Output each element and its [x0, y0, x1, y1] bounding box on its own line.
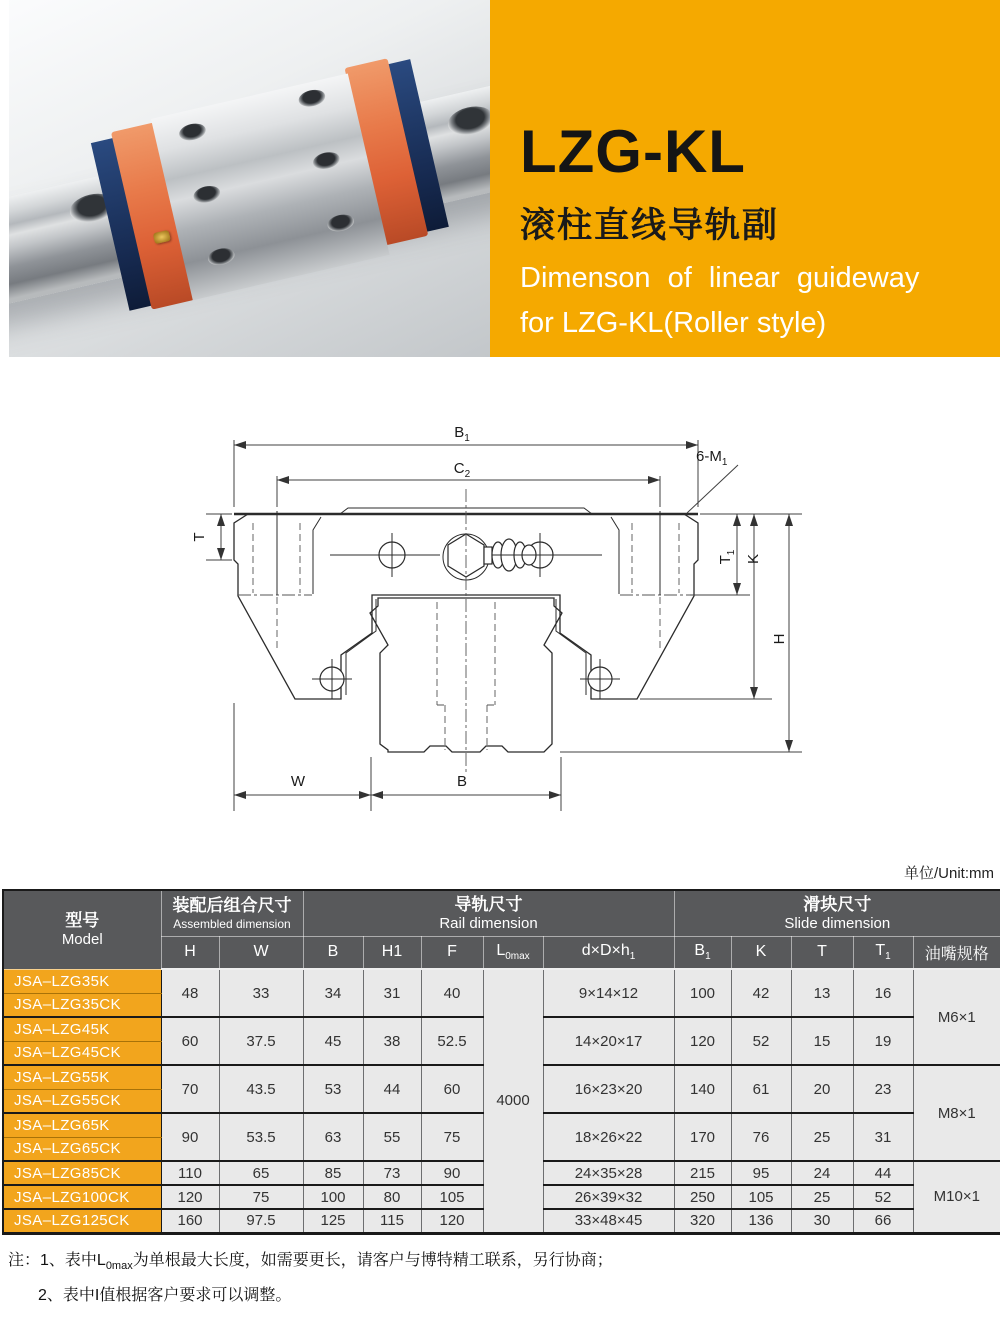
block-hole	[326, 212, 356, 234]
data-cell: 18×26×22	[543, 1113, 674, 1161]
data-cell: 120	[674, 1017, 731, 1065]
dim-label-t: T	[191, 532, 208, 542]
data-cell: 31	[853, 1113, 913, 1161]
data-cell: 100	[674, 969, 731, 1017]
data-cell: 24	[791, 1161, 853, 1185]
dim-label-t1: $T_1$	[717, 549, 737, 565]
data-cell: 97.5	[219, 1209, 303, 1233]
rail-image	[0, 58, 490, 321]
data-cell: 61	[731, 1065, 791, 1113]
col-k: K	[731, 936, 791, 969]
data-cell: 23	[853, 1065, 913, 1113]
model-cell: JSA–LZG35CK	[3, 993, 161, 1017]
header-assembled: 装配后组合尺寸 Assembled dimension	[161, 890, 303, 936]
block-hole	[178, 121, 208, 143]
data-cell: 170	[674, 1113, 731, 1161]
data-cell: 125	[303, 1209, 363, 1233]
col-w: W	[219, 936, 303, 969]
data-cell: 31	[363, 969, 421, 1017]
col-h1: H1	[363, 936, 421, 969]
data-cell: 16	[853, 969, 913, 1017]
col-t1: $T_1$	[853, 936, 913, 969]
spec-table	[2, 889, 1000, 1235]
notes	[8, 1247, 1000, 1305]
dim-label-b1: $B_1$	[454, 424, 470, 444]
model-cell: JSA–LZG45K	[3, 1017, 161, 1041]
data-cell: 24×35×28	[543, 1161, 674, 1185]
l0max-cell: 4000	[483, 969, 543, 1233]
header-slide: 滑块尺寸 Slide dimension	[674, 890, 1000, 936]
data-cell: 25	[791, 1185, 853, 1209]
block-hole	[206, 246, 236, 268]
dimension-diagram	[0, 357, 1000, 862]
note-1: 注：1、表中$L_{0max}$为单根最大长度，如需要更长，请客户与博特精工联系，另行协商；	[8, 1251, 613, 1272]
model-cell: JSA–LZG45CK	[3, 1041, 161, 1065]
data-cell: 45	[303, 1017, 363, 1065]
data-cell: 33×48×45	[543, 1209, 674, 1233]
data-cell: 16×23×20	[543, 1065, 674, 1113]
col-h: H	[161, 936, 219, 969]
model-cell: JSA–LZG65CK	[3, 1137, 161, 1161]
diagram-svg	[190, 407, 810, 857]
col-b1: $B_1$	[674, 936, 731, 969]
data-cell: 66	[853, 1209, 913, 1233]
block-body	[151, 74, 390, 301]
model-cell: JSA–LZG55K	[3, 1065, 161, 1089]
note-2: 2、表中I值根据客户要求可以调整。	[38, 1286, 292, 1304]
data-cell: 95	[731, 1161, 791, 1185]
data-cell: 53	[303, 1065, 363, 1113]
unit-note: 单位/Unit:mm	[903, 865, 994, 882]
data-cell: 40	[421, 969, 483, 1017]
data-cell: 320	[674, 1209, 731, 1233]
data-cell: 19	[853, 1017, 913, 1065]
data-cell: 85	[303, 1161, 363, 1185]
data-cell: 44	[853, 1161, 913, 1185]
data-cell: 115	[363, 1209, 421, 1233]
data-cell: 52.5	[421, 1017, 483, 1065]
carriage-block-image	[101, 66, 440, 312]
dim-label-6m1: $6-M_1$	[696, 448, 728, 468]
col-b: B	[303, 936, 363, 969]
data-cell: 120	[421, 1209, 483, 1233]
data-cell: 9×14×12	[543, 969, 674, 1017]
model-cell: JSA–LZG65K	[3, 1113, 161, 1137]
block-hole	[297, 87, 327, 109]
dim-label-c2: $C_2$	[453, 460, 471, 480]
col-t: T	[791, 936, 853, 969]
data-cell: 100	[303, 1185, 363, 1209]
subtitle-en-line1: Dimenson of linear guideway	[520, 262, 920, 294]
data-cell: 110	[161, 1161, 219, 1185]
data-cell: 52	[731, 1017, 791, 1065]
data-cell: 140	[674, 1065, 731, 1113]
data-cell: 25	[791, 1113, 853, 1161]
data-cell: 37.5	[219, 1017, 303, 1065]
data-cell: 120	[161, 1185, 219, 1209]
dim-label-k: K	[745, 553, 762, 565]
data-cell: 53.5	[219, 1113, 303, 1161]
model-cell: JSA–LZG55CK	[3, 1089, 161, 1113]
block-hole	[311, 150, 341, 172]
data-cell: 38	[363, 1017, 421, 1065]
data-cell: 65	[219, 1161, 303, 1185]
subtitle-en	[520, 256, 972, 346]
data-cell: 30	[791, 1209, 853, 1233]
data-cell: 20	[791, 1065, 853, 1113]
product-code: LZG-KL	[520, 118, 746, 185]
col-nipple: 油嘴规格	[913, 936, 1000, 969]
data-cell: 70	[161, 1065, 219, 1113]
centerlines	[238, 489, 694, 775]
model-cell: JSA–LZG85CK	[3, 1161, 161, 1185]
block-hole	[192, 183, 222, 205]
data-cell: 215	[674, 1161, 731, 1185]
data-cell: 105	[731, 1185, 791, 1209]
data-cell: 136	[731, 1209, 791, 1233]
dim-label-w: W	[290, 773, 306, 790]
data-cell: 48	[161, 969, 219, 1017]
col-ddh: $d\times D\times h_1$	[543, 936, 674, 969]
data-cell: 250	[674, 1185, 731, 1209]
data-cell: 75	[421, 1113, 483, 1161]
data-cell: 34	[303, 969, 363, 1017]
data-cell: 15	[791, 1017, 853, 1065]
data-cell: 90	[421, 1161, 483, 1185]
nipple-cell: M10×1	[913, 1161, 1000, 1233]
dim-label-b: B	[456, 773, 468, 790]
header-rail: 导轨尺寸 Rail dimension	[303, 890, 674, 936]
data-cell: 26×39×32	[543, 1185, 674, 1209]
model-cell: JSA–LZG125CK	[3, 1209, 161, 1233]
rail-hole	[445, 102, 490, 139]
data-cell: 14×20×17	[543, 1017, 674, 1065]
data-cell: 90	[161, 1113, 219, 1161]
title-panel	[490, 0, 1000, 357]
data-cell: 60	[421, 1065, 483, 1113]
nipple-cell: M6×1	[913, 969, 1000, 1065]
nipple-cell: M8×1	[913, 1065, 1000, 1161]
data-cell: 105	[421, 1185, 483, 1209]
dim-label-h: H	[771, 633, 788, 645]
data-cell: 44	[363, 1065, 421, 1113]
subtitle-cn: 滚柱直线导轨副	[520, 206, 780, 245]
data-cell: 75	[219, 1185, 303, 1209]
dimension-lines	[206, 440, 802, 811]
data-cell: 80	[363, 1185, 421, 1209]
data-cell: 52	[853, 1185, 913, 1209]
data-cell: 73	[363, 1161, 421, 1185]
data-cell: 42	[731, 969, 791, 1017]
col-f: F	[421, 936, 483, 969]
data-cell: 60	[161, 1017, 219, 1065]
col-l0max: $L_{0max}$	[483, 936, 543, 969]
model-cell: JSA–LZG35K	[3, 969, 161, 993]
data-cell: 160	[161, 1209, 219, 1233]
data-cell: 76	[731, 1113, 791, 1161]
data-cell: 43.5	[219, 1065, 303, 1113]
data-cell: 33	[219, 969, 303, 1017]
data-cell: 55	[363, 1113, 421, 1161]
product-photo	[0, 0, 490, 357]
header-model: 型号 Model	[3, 890, 161, 969]
subtitle-en-line2: for LZG-KL(Roller style)	[520, 306, 827, 339]
model-cell: JSA–LZG100CK	[3, 1185, 161, 1209]
data-cell: 13	[791, 969, 853, 1017]
banner	[0, 0, 1000, 357]
data-cell: 63	[303, 1113, 363, 1161]
